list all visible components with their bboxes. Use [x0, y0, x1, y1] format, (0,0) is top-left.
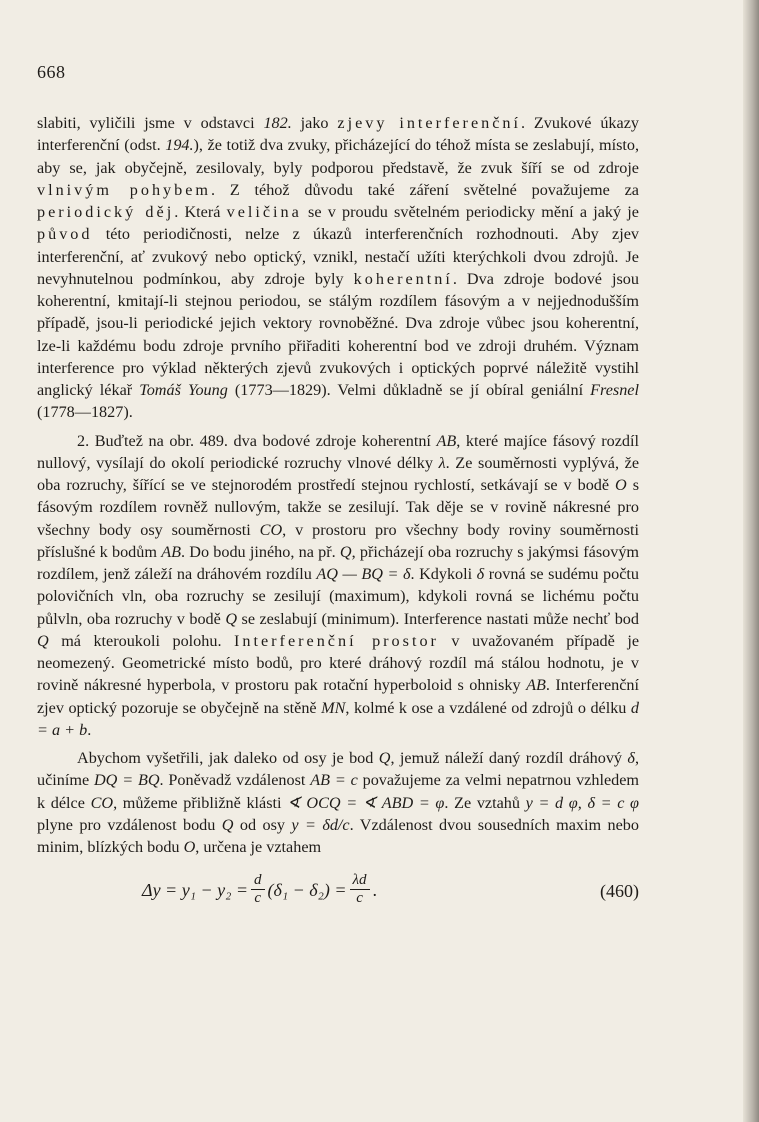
italic-run: CO	[90, 793, 114, 812]
text-run: , učiníme	[37, 749, 639, 790]
spaced-emphasis: zjevy interferenční	[337, 114, 521, 132]
spaced-emphasis: vlnivým pohybem	[37, 180, 211, 199]
text-run: . Do bodu jiného, na př.	[180, 542, 340, 561]
text-run: této periodičnosti, nelze z úkazů interferenčních rozhodnouti. Aby zjev interferenční, ať zvukový nebo optický, vznikl, nestačí užíti kterýchkoli dvou zdrojů. Je nevyhnutelnou podmínkou, aby zdroje byly	[37, 225, 639, 288]
paragraph	[37, 430, 639, 742]
italic-run: Fresnel	[590, 381, 639, 399]
text-run: slabiti, vyličili jsme v odstavci	[37, 114, 264, 132]
text-run: .	[87, 720, 92, 739]
text-run: ), že totiž dva zvuky, přicházející do téhož místa se zeslabují, místo, aby se, jak obyčejně, zesilovaly, byly podporou představě, že zvuk šíří se od zdroje	[37, 136, 640, 177]
italic-run: Tomáš Young	[139, 381, 228, 399]
fraction-numerator: d	[251, 872, 265, 890]
text-run: Abychom vyšetřili, jak daleko od osy je bod	[77, 749, 379, 767]
italic-run: Q	[37, 631, 49, 650]
text-run: se zeslabují (minimum). Interference nastati může nechť bod	[237, 609, 639, 628]
italic-run: Q	[339, 542, 352, 561]
italic-run: Q	[225, 609, 238, 628]
italic-run: ∢ OCQ = ∢ ABD = φ	[287, 793, 445, 812]
fraction-d-over-c	[251, 872, 265, 907]
text-run: . Poněvadž vzdálenost	[159, 771, 311, 790]
italic-run: O	[615, 476, 627, 494]
text-run: , můžeme přibližně klásti	[113, 793, 288, 812]
text-run: od osy	[233, 815, 292, 834]
equation-end: .	[372, 879, 378, 900]
text-run: v uvažovaném případě je neomezený. Geometrické místo bodů, pro které dráhový rozdíl má stálou hodnotu, je v rovině nákresné hyperbola, v prostoru pak rotační hyperboloid s ohnisky	[37, 631, 640, 695]
page-edge-shadow	[743, 0, 759, 1122]
italic-run: 182.	[263, 114, 292, 132]
text-run: . Z téhož důvodu také záření světelné považujeme za	[211, 180, 639, 199]
spaced-emphasis: původ	[37, 225, 93, 244]
text-run: s fásovým rozdílem rovněž nullovým, takže se zesilují. Tak děje se v rovině nákresné pro všechny body osy souměrnosti	[37, 476, 639, 539]
equation-460	[37, 866, 639, 910]
fraction-numerator: λd	[350, 872, 370, 890]
spaced-emphasis: koherentní	[353, 269, 453, 288]
text-run: 2. Buďtež na obr. 489. dva bodové zdroje koherentní	[77, 431, 437, 450]
text-run: . Kdykoli	[410, 565, 477, 583]
italic-run: AB	[526, 676, 546, 695]
text-run: jako	[291, 114, 338, 132]
text-run: , v prostoru pro všechny body roviny souměrnosti příslušné k bodům	[37, 520, 639, 561]
italic-run: Q	[221, 815, 234, 834]
text-run: . Vzdálenost dvou sousedních maxim nebo minim, blízkých bodu	[37, 815, 639, 856]
italic-run: y = d φ, δ = c φ	[525, 793, 640, 812]
paragraph	[37, 747, 639, 858]
italic-run: AQ — BQ = δ	[316, 565, 411, 583]
italic-run: O	[183, 838, 196, 856]
equation-lhs: Δy = y₁ − y₂ =	[142, 879, 248, 900]
spaced-emphasis: Interferenční prostor	[234, 631, 439, 650]
fraction-denominator: c	[254, 890, 262, 907]
italic-run: MN	[321, 698, 346, 717]
italic-run: AB	[436, 431, 457, 450]
italic-run: AB	[161, 542, 181, 561]
text-run: se v proudu světelném periodicky mění a jaký je	[301, 203, 639, 221]
text-run: (1778—1827).	[37, 403, 133, 422]
paragraph	[37, 112, 639, 424]
text-run: . Dva zdroje bodové jsou koherentní, kmitají-li stejnou periodou, se stálým rozdílem fásovým a v nejjednodušším případě, jsou-li periodické jejich vektory rovnoběžné. Dva zdroje vůbec jsou koherentní, lze-li každému bodu zdroje prvního přiřaditi koherentní bod ve zdroji druhém. Význam interference pro výklad některých zjevů zvukových i optických poprvé náležitě vystihl anglický lékař	[37, 269, 639, 399]
text-run: (1773—1829). Velmi důkladně se jí obíral geniální	[227, 381, 591, 399]
text-run: , které majíce fásový rozdíl nullový, vysílají do okolí periodické rozruchy vlnové délky	[37, 431, 639, 472]
text-run: . Ze souměrnosti vyplývá, že oba rozruchy, šířící se ve stejnorodém prostředí stejnou rychlostí, setkávají se v bodě	[37, 453, 639, 494]
equation-body	[142, 872, 377, 907]
fraction-lambda-d-over-c	[350, 872, 370, 907]
text-run: , přicházejí oba rozruchy s jakýmsi fásovým rozdílem, jenž záleží na dráhovém rozdílu	[37, 542, 639, 583]
text-run: . Která	[174, 203, 227, 221]
italic-run: 194.	[165, 136, 194, 155]
text-run: plyne pro vzdálenost bodu	[37, 815, 222, 834]
text-run: , jemuž náleží daný rozdíl dráhový	[390, 749, 628, 767]
italic-run: λ	[438, 453, 446, 472]
italic-run: d = a + b	[37, 698, 639, 739]
text-run: , určena je vztahem	[195, 838, 322, 856]
text-run: rovná se sudému počtu polovičních vln, oba rozruchy se zesilují (maximum), kdykoli rovná se lichému počtu půlvln, oba rozruchy v bodě	[37, 565, 640, 628]
fraction-denominator: c	[356, 890, 363, 907]
text-run: má kteroukoli polohu.	[48, 631, 234, 650]
text-run: . Ze vztahů	[444, 793, 526, 812]
italic-run: DQ = BQ	[93, 771, 160, 790]
page-content	[37, 112, 639, 910]
text-run: . Interferenční zjev optický pozoruje se obyčejně na stěně	[37, 676, 639, 717]
equation-label: (460)	[600, 881, 639, 902]
italic-run: y = δd/c	[291, 815, 350, 834]
page-number: 668	[37, 62, 66, 82]
text-run: , kolmé k ose a vzdálené od zdrojů o délku	[345, 698, 631, 717]
text-run: považujeme za velmi nepatrnou vzhledem k délce	[37, 771, 639, 812]
italic-run: δ	[476, 565, 485, 583]
text-run: . Zvukové úkazy interferenční (odst.	[37, 114, 639, 155]
italic-run: δ	[627, 749, 635, 767]
italic-run: AB = c	[310, 771, 358, 790]
italic-run: Q	[378, 749, 391, 767]
equation-middle: (δ₁ − δ₂) =	[267, 879, 347, 900]
italic-run: CO	[259, 520, 283, 539]
spaced-emphasis: veličina	[226, 203, 302, 221]
spaced-emphasis: periodický děj	[37, 203, 175, 221]
